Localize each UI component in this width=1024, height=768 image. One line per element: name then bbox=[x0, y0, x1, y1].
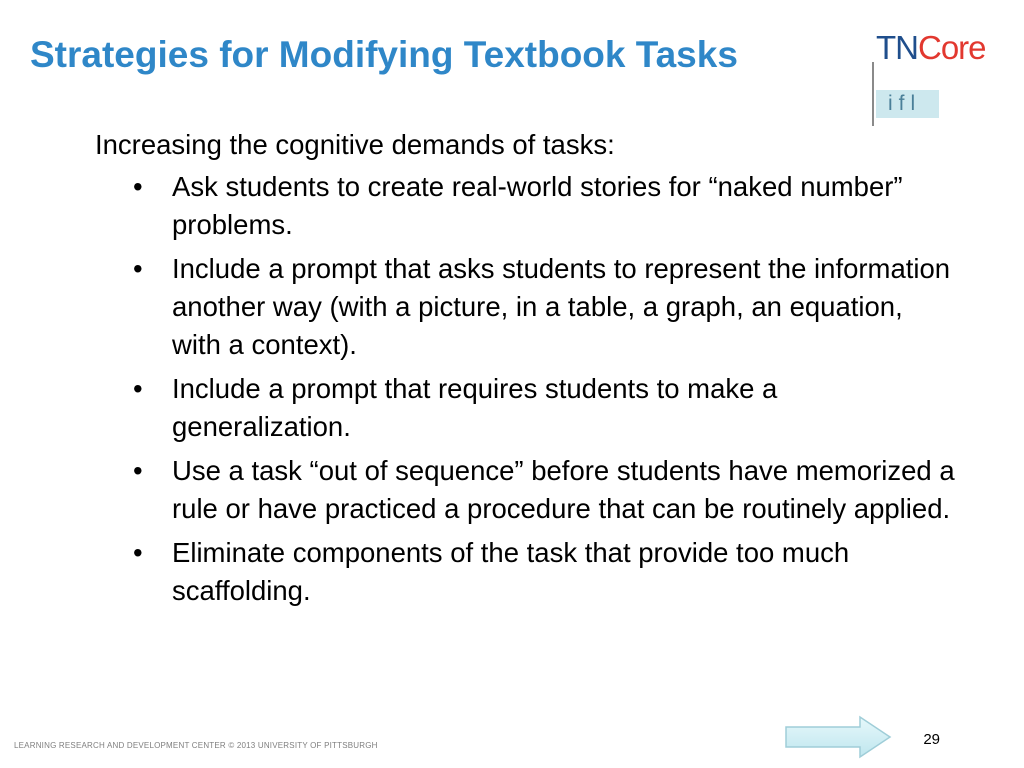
list-item bbox=[95, 534, 955, 610]
intro-text: Increasing the cognitive demands of tasks: bbox=[95, 129, 615, 160]
list-item bbox=[95, 250, 955, 364]
bullet-text: Include a prompt that asks students to represent the information another way (with a picture, in a table, a graph, an equation, with a context). bbox=[172, 253, 951, 360]
bullet-text: Include a prompt that requires students to make a generalization. bbox=[172, 373, 778, 442]
bullet-icon: • bbox=[133, 171, 143, 202]
page-number: 29 bbox=[923, 731, 940, 748]
logo-core-text: Core bbox=[918, 29, 986, 66]
logo-tn-text: TN bbox=[876, 29, 918, 66]
bullet-icon: • bbox=[133, 455, 143, 486]
bullet-text: Use a task “out of sequence” before students have memorized a rule or have practiced a procedure that can be routinely applied. bbox=[172, 455, 955, 524]
logo-ifl-text: ifl bbox=[888, 92, 922, 115]
next-slide-button[interactable] bbox=[780, 712, 898, 762]
slide-title: Strategies for Modifying Textbook Tasks bbox=[30, 34, 738, 75]
slide-body bbox=[95, 126, 955, 616]
bullet-list bbox=[95, 168, 955, 610]
tncore-ifl-logo bbox=[870, 28, 1012, 128]
bullet-text: Ask students to create real-world stories for “naked number” problems. bbox=[172, 171, 903, 240]
bullet-icon: • bbox=[133, 253, 143, 284]
bullet-text: Eliminate components of the task that provide too much scaffolding. bbox=[172, 537, 850, 606]
right-arrow-icon bbox=[780, 712, 898, 762]
footer-credit: LEARNING RESEARCH AND DEVELOPMENT CENTER © 2013 UNIVERSITY OF PITTSBURGH bbox=[14, 741, 378, 750]
list-item bbox=[95, 370, 955, 446]
logo-ifl-box bbox=[876, 90, 939, 118]
logo-divider bbox=[872, 62, 874, 126]
bullet-icon: • bbox=[133, 537, 143, 568]
list-item bbox=[95, 168, 955, 244]
bullet-icon: • bbox=[133, 373, 143, 404]
list-item bbox=[95, 452, 955, 528]
logo-wordmark bbox=[876, 28, 986, 68]
